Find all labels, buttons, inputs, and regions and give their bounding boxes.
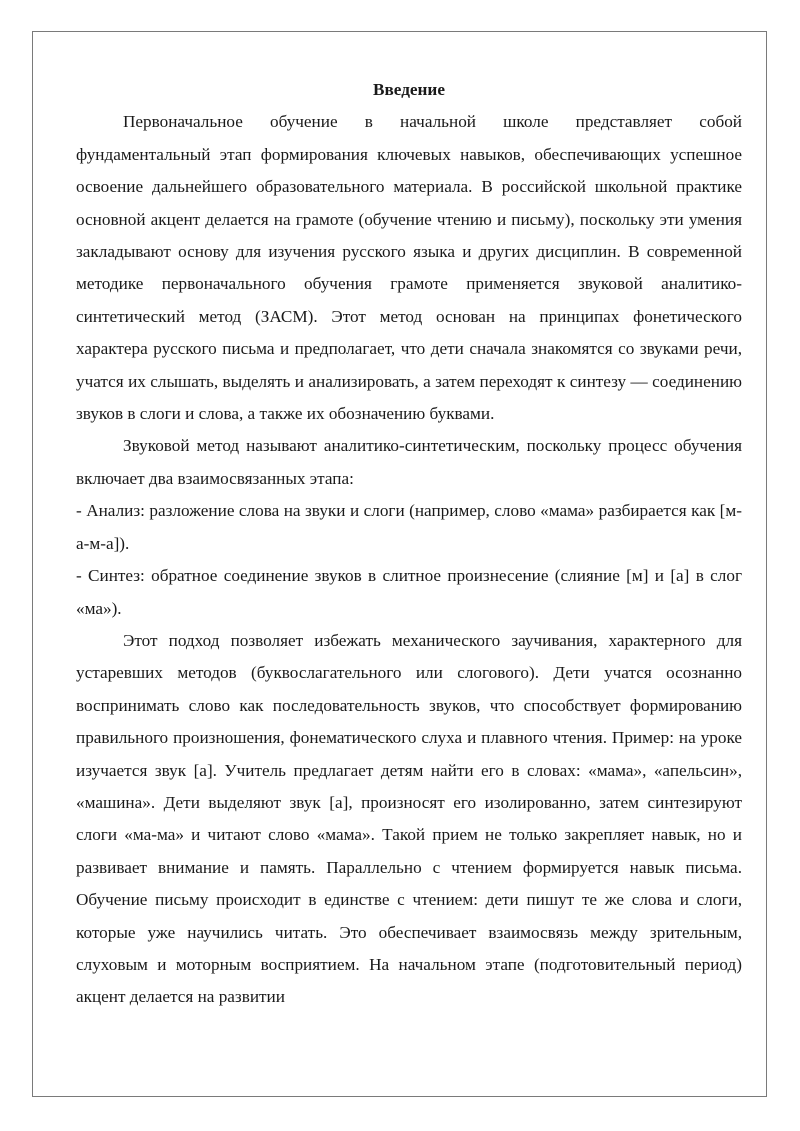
paragraph-method: Звуковой метод называют аналитико-синтетическим, поскольку процесс обучения включает два взаимосвязанных этапа: [76,436,742,488]
paragraph-approach: Этот подход позволяет избежать механического заучивания, характерного для устаревших методов (буквослагательного или слогового). Дети учатся осознанно воспринимать слово как последовательность звуков, что способствует формированию правильного произношения, фонематического слуха и плавного чтения. Пример: на уроке изучается звук [а]. Учитель предлагает детям найти его в словах: «мама», «апельсин», «машина». Дети выделяют звук [а], произносят его изолированно, затем синтезируют слоги «ма-ма» и читают слово «мама». Такой прием не только закрепляет навык, но и развивает внимание и память. Параллельно с чтением формируется навык письма. Обучение письму происходит в единстве с чтением: дети пишут те же слова и слоги, которые уже научились читать. Это обеспечивает взаимосвязь между зрительным, слуховым и моторным восприятием. На начальном этапе (подготовительный период) акцент делается на развитии [76,630,742,1007]
list-item-synthesis: - Синтез: обратное соединение звуков в слитное произнесение (слияние [м] и [а] в слог «ма»). [76,566,742,618]
page-title: Введение [373,80,445,99]
paragraph-intro: Первоначальное обучение в начальной школе представляет собой фундаментальный этап формирования ключевых навыков, обеспечивающих успешное освоение дальнейшего образовательного материала. В российской школьной практике основной акцент делается на грамоте (обучение чтению и письму), поскольку эти умения закладывают основу для изучения русского языка и других дисциплин. В современной методике первоначального обучения грамоте применяется звуковой аналитико-синтетический метод (ЗАСМ). Этот метод основан на принципах фонетического характера русского письма и предполагает, что дети сначала знакомятся со звуками речи, учатся их слышать, выделять и анализировать, а затем переходят к синтезу — соединению звуков в слоги и слова, а также их обозначению буквами. [76,112,742,424]
document-body [76,74,742,1014]
list-item-analysis: - Анализ: разложение слова на звуки и слоги (например, слово «мама» разбирается как [м-а-м-а]). [76,501,742,553]
